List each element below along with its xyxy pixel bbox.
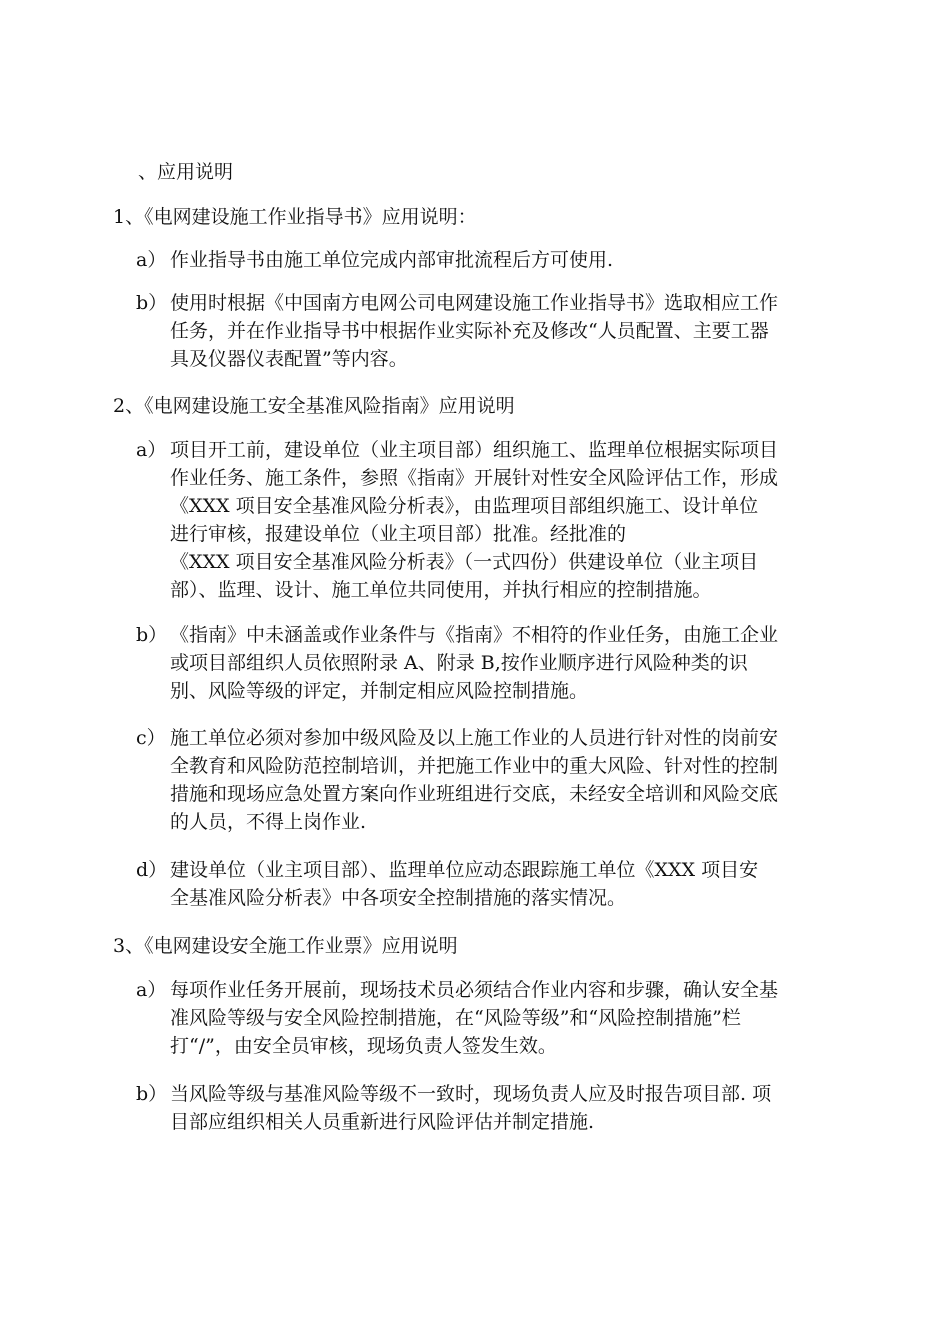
item-line: 打“/”，由安全员审核，现场负责人签发生效。 [170,1035,557,1057]
item-label: b） [136,1083,168,1105]
section-2-item-c [136,724,852,836]
item-line: 每项作业任务开展前，现场技术员必须结合作业内容和步骤，确认安全基 [170,979,779,1001]
item-line: 全教育和风险防范控制培训，并把施工作业中的重大风险、针对性的控制 [170,755,779,777]
section-title-1: 1、《电网建设施工作业指导书》应用说明： [113,206,477,228]
section-title-2: 2、《电网建设施工安全基准风险指南》应用说明 [113,395,515,417]
item-line: 施工单位必须对参加中级风险及以上施工作业的人员进行针对性的岗前安 [170,727,779,749]
section-2-item-b [136,621,852,705]
item-text [170,856,852,912]
item-line: 作业任务、施工条件，参照《指南》开展针对性安全风险评估工作，形成 [170,467,779,489]
item-text [170,246,852,274]
item-line: 或项目部组织人员依照附录 A、附录 B,按作业顺序进行风险种类的识 [170,652,748,674]
item-text [170,436,852,604]
item-text [170,976,852,1060]
item-text [170,289,852,373]
item-text [170,724,852,836]
section-1-item-a [136,246,852,274]
section-3-item-a [136,976,852,1060]
item-line: 进行审核，报建设单位（业主项目部）批准。经批准的 [170,523,627,545]
section-2-item-d [136,856,852,912]
section-2-item-a [136,436,852,604]
item-line: 任务，并在作业指导书中根据作业实际补充及修改“人员配置、主要工器 [170,320,769,342]
item-label: a） [136,979,167,1001]
item-line: 《指南》中未涵盖或作业条件与《指南》不相符的作业任务，由施工企业 [170,624,779,646]
item-line: 别、风险等级的评定，并制定相应风险控制措施。 [170,680,589,702]
item-line: 建设单位（业主项目部）、监理单位应动态跟踪施工单位《XXX 项目安 [170,859,759,881]
item-line: 全基准风险分析表》中各项安全控制措施的落实情况。 [170,887,627,909]
item-line: 措施和现场应急处置方案向作业班组进行交底，未经安全培训和风险交底 [170,783,779,805]
item-line: 当风险等级与基准风险等级不一致时，现场负责人应及时报告项目部. 项 [170,1083,772,1105]
section-1-item-b [136,289,852,373]
item-line: 目部应组织相关人员重新进行风险评估并制定措施. [170,1111,595,1133]
item-label: a） [136,249,167,271]
item-line: 《XXX 项目安全基准风险分析表》（一式四份）供建设单位（业主项目 [170,551,759,573]
item-line: 准风险等级与安全风险控制措施，在“风险等级”和“风险控制措施”栏 [170,1007,741,1029]
item-label: b） [136,624,168,646]
item-line: 的人员，不得上岗作业. [170,811,367,833]
section-3-item-b [136,1080,852,1136]
item-line: 项目开工前，建设单位（业主项目部）组织施工、监理单位根据实际项目 [170,439,779,461]
item-label: b） [136,292,168,314]
item-text [170,1080,852,1136]
item-line: 具及仪器仪表配置”等内容。 [170,348,408,370]
item-text [170,621,852,705]
document-heading: 、应用说明 [138,161,234,183]
item-label: a） [136,439,167,461]
section-title-3: 3、《电网建设安全施工作业票》应用说明 [113,935,458,957]
item-label: d） [136,859,168,881]
item-line: 部）、监理、设计、施工单位共同使用，并执行相应的控制措施。 [170,579,712,601]
item-label: c） [136,727,166,749]
item-line: 《XXX 项目安全基准风险分析表》，由监理项目部组织施工、设计单位 [170,495,759,517]
item-line: 作业指导书由施工单位完成内部审批流程后方可使用. [170,249,614,271]
item-line: 使用时根据《中国南方电网公司电网建设施工作业指导书》选取相应工作 [170,292,779,314]
